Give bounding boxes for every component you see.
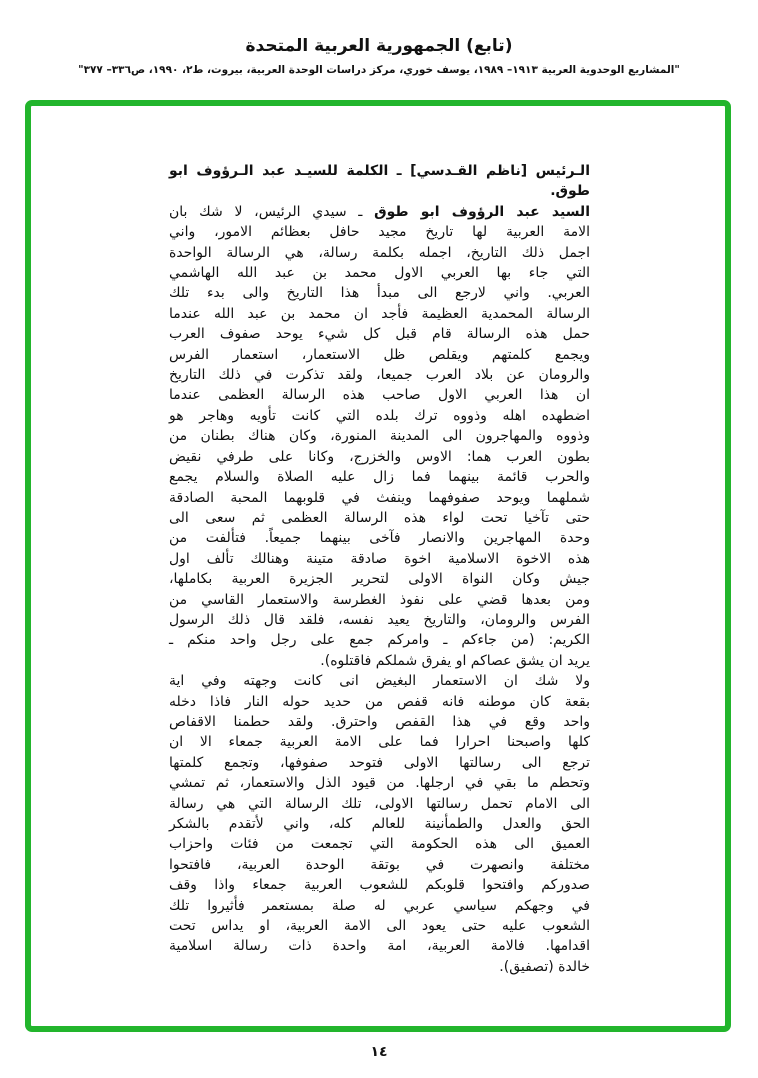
text-line: السيد عبد الرؤوف ابو طوق ـ سيدي الرئيس، لا شك بان xyxy=(169,203,590,220)
source-citation: "المشاريع الوحدوية العربية ١٩١٣– ١٩٨٩، يوسف خوري، مركز دراسات الوحدة العربية، بيروت، ط٢، ١٩٩٠، ص٣٣٦– ٣٧٧" xyxy=(78,64,680,76)
text-line: ان هذا العربي الاول صاحب هذه الرسالة العظمى عندما xyxy=(169,387,590,404)
document-text xyxy=(169,161,590,977)
text-line: العربي. واني لارجع الى مبدأ هذا التاريخ والى بدء تلك xyxy=(169,285,590,302)
text-line: العميق الى هذه الحكومة التي تجمعت من فئات واحزاب xyxy=(169,836,590,853)
text-line: حمل هذه الرسالة قام قبل كل شيء يوحد صفوف العرب xyxy=(169,326,590,343)
page-number: ١٤ xyxy=(370,1044,388,1060)
text-line: واحد وقع في هذا القفص واحترق. ولقد حطمنا الاقفاص xyxy=(169,713,590,730)
text-line: الفرس والرومان، والتاريخ يعيد نفسه، فلقد قال ذلك الرسول xyxy=(169,611,590,628)
text-line: وحدة المهاجرين والانصار فآخى بينهما جميعاً. فتألفت من xyxy=(169,530,590,547)
text-line: ولا شك ان الاستعمار البغيض انى كانت وجهته وفي اية xyxy=(169,673,590,690)
text-line: الرسالة المحمدية العظيمة فأجد ان محمد بن عبد الله عندما xyxy=(169,305,590,322)
text-line: والحرب قائمة بينهما فما زال عليه الصلاة والسلام يجمع xyxy=(169,469,590,486)
text-line: بقعة كان موطنه فانه قفص من حديد حوله النار فاذا دخله xyxy=(169,693,590,710)
text-line: الكريم: (من جاءكم ـ وامركم جمع على رجل واحد منكم ـ xyxy=(169,632,590,649)
text-line: خالدة (تصفيق). xyxy=(499,958,590,975)
page-title: (تابع) الجمهورية العربية المتحدة xyxy=(245,36,513,56)
speaker-name: السيد عبد الرؤوف ابو طوق xyxy=(374,203,590,220)
text-line: اجمل ذلك التاريخ، اجمله بكلمة رسالة، هي الرسالة الواحدة xyxy=(169,244,590,261)
text-line: ومن بعدها قضي على نفوذ الغطرسة والاستعمار القاسي من xyxy=(169,591,590,608)
page-header xyxy=(0,36,758,56)
text-line: جيش وكان النواة الاولى لتحرير الجزيرة العربية بكاملها، xyxy=(169,571,590,588)
text-line: هذه الاخوة الاسلامية اخوة صادقة متينة وهنالك تألف اول xyxy=(169,550,590,567)
text-line: حتى تآخيا تحت لواء هذه الرسالة العظمى ثم سعى الى xyxy=(169,509,590,526)
text-line: مختلفة وانصهرت في بوتقة الوحدة العربية، فافتحوا xyxy=(169,856,590,873)
text-line: الى الامام تحمل رسالتها الاولى، تلك الرسالة التي هي رسالة xyxy=(169,795,590,812)
text-line: اقدامها. فالامة العربية، امة واحدة ذات رسالة اسلامية xyxy=(169,938,590,955)
text-line: التي جاء بها العربي الاول محمد بن عبد الله الهاشمي xyxy=(169,265,590,282)
text-line: بطون العرب هما: الاوس والخزرج، وكانا على طرفي نقيض xyxy=(169,448,590,465)
text-line: صدوركم وافتحوا قلوبكم للشعوب العربية جمعاء واذا وقف xyxy=(169,877,590,894)
text-line: الـرئيس [ناظم القـدسي] ـ الكلمة للسيـد عبد الـرؤوف ابو xyxy=(169,163,590,179)
text-line: الشعوب عليه حتى يعود الى الامة العربية، او يداس تحت xyxy=(169,918,590,935)
text-line: طوق. xyxy=(550,183,590,200)
text-line: وذووه والمهاجرون الى المدينة المنورة، وكان هناك بطنان من xyxy=(169,428,590,445)
text-line: شملهما ويوحد صفوفهما وينفث في قلوبهما المحبة الصادقة xyxy=(169,489,590,506)
text-line: يريد ان يشق عصاكم او يفرق شملكم فاقتلوه). xyxy=(320,652,590,669)
text-line: في وجهكم سياسي عربي له صلة بمستعمر فأثيروا تلك xyxy=(169,897,590,914)
text-line: اضطهده اهله وذووه ترك بلده التي كانت تأويه وهاجر هو xyxy=(169,407,590,424)
text-line: الحق والعدل والطمأنينة للعالم كله، واني لأتقدم بالشكر xyxy=(169,816,590,832)
text-line: ترجع الى رسالتها الاولى فتوحد صفوفها، وتجمع كلمتها xyxy=(169,754,590,771)
text-line: ويجمع كلمتهم ويقلص ظل الاستعمار، استعمار الفرس xyxy=(169,346,590,363)
text-line: وتحطم ما بقي في ارجلها. من قيود الذل والاستعمار، ثم تمشي xyxy=(169,775,590,792)
text-line: الامة العربية لها تاريخ مجيد حافل بعظائم الامور، واني xyxy=(169,224,590,241)
text-line: والرومان عن بلاد العرب جميعا، ولقد تذكرت في ذلك التاريخ xyxy=(169,367,590,384)
text-line: كلها واصبحنا احرارا فما على الامة العربية جمعاء الا ان xyxy=(169,734,590,751)
